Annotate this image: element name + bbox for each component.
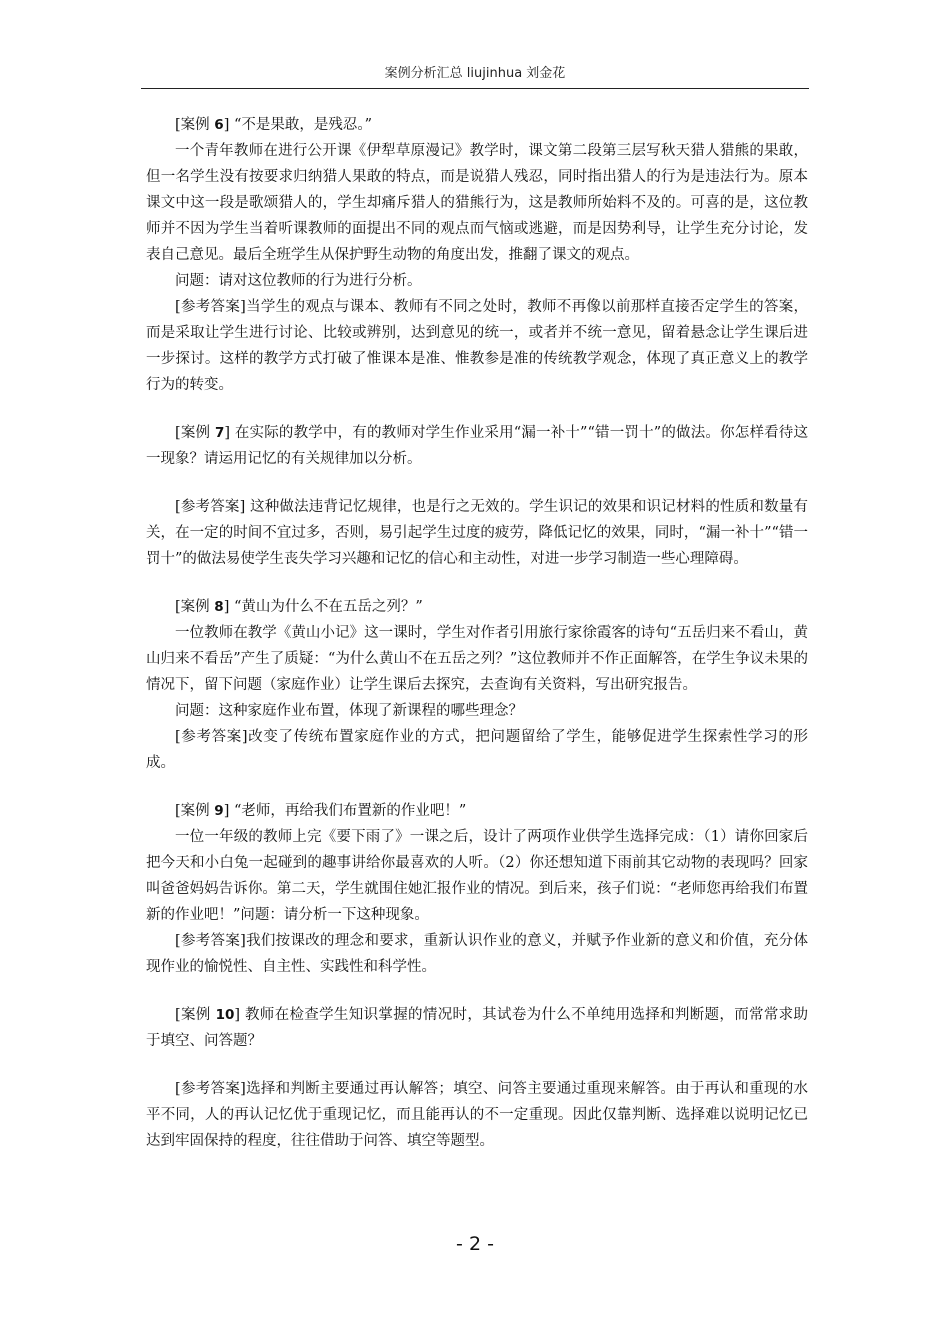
case-tag-open: [案例 [175, 425, 215, 441]
header-rule [141, 88, 809, 89]
case-answer: [参考答案]选择和判断主要通过再认解答；填空、问答主要通过重现来解答。由于再认和重现的水平不同，人的再认记忆优于重现记忆，而且能再认的不一定重现。因此仅靠判断、选择难以说明记忆已达到牢固保持的程度，往往借助于问答、填空等题型。 [146, 1081, 808, 1149]
case-tag-close: ] [234, 1007, 241, 1023]
case-tag-close: ] [224, 425, 231, 441]
case-number: 9 [214, 803, 224, 819]
case-heading [146, 112, 808, 138]
case-question: 问题：请对这位教师的行为进行分析。 [175, 273, 422, 289]
case-title: “黄山为什么不在五岳之列？” [229, 599, 423, 615]
case-answer: [参考答案] 这种做法违背记忆规律，也是行之无效的。学生识记的效果和识记材料的性质和数量有关，在一定的时间不宜过多，否则，易引起学生过度的疲劳，降低记忆的效果，同时，“漏一补十”“错一罚十”的做法易使学生丧失学习兴趣和记忆的信心和主动性，对进一步学习制造一些心理障碍。 [146, 499, 808, 567]
case-body: 一位教师在教学《黄山小记》这一课时，学生对作者引用旅行家徐霞客的诗句“五岳归来不看山，黄山归来不看岳”产生了质疑：“为什么黄山不在五岳之列？”这位教师并不作正面解答，在学生争议未果的情况下，留下问题（家庭作业）让学生课后去探究，去查询有关资料，写出研究报告。 [146, 625, 808, 693]
section-gap [146, 1054, 808, 1076]
case-tag-open: [案例 [175, 599, 215, 615]
section-gap [146, 776, 808, 798]
case-heading [146, 798, 808, 824]
case-answer: [参考答案]我们按课改的理念和要求，重新认识作业的意义，并赋予作业新的意义和价值，充分体现作业的愉悦性、自主性、实践性和科学性。 [146, 933, 808, 975]
section-gap [146, 472, 808, 494]
case-number: 6 [214, 117, 224, 133]
section-gap [146, 398, 808, 420]
case-heading [146, 1002, 808, 1054]
case-tag-open: [案例 [175, 803, 215, 819]
page-number: - 2 - [456, 1233, 494, 1255]
case-tag-open: [案例 [175, 1007, 216, 1023]
case-heading [146, 420, 808, 472]
section-gap [146, 572, 808, 594]
case-number: 10 [215, 1007, 235, 1023]
case-tag-close: ] [223, 599, 230, 615]
case-number: 7 [214, 425, 225, 441]
case-body: 一个青年教师在进行公开课《伊犁草原漫记》教学时，课文第二段第三层写秋天猎人猎熊的果敢，但一名学生没有按要求归纳猎人果敢的特点，而是说猎人残忍，同时指出猎人的行为是违法行为。原本课文中这一段是歌颂猎人的，学生却痛斥猎人的猎熊行为，这是教师所始料不及的。可喜的是，这位教师并不因为学生当着听课教师的面提出不同的观点而气恼或逃避，而是因势利导，让学生充分讨论，发表自己意见。最后全班学生从保护野生动物的角度出发，推翻了课文的观点。 [146, 143, 808, 263]
case-answer: [参考答案]改变了传统布置家庭作业的方式，把问题留给了学生，能够促进学生探索性学习的形成。 [146, 729, 808, 771]
page-header: 案例分析汇总 liujinhua 刘金花 [384, 66, 566, 81]
case-heading [146, 594, 808, 620]
case-answer: [参考答案]当学生的观点与课本、教师有不同之处时，教师不再像以前那样直接否定学生的答案，而是采取让学生进行讨论、比较或辨别，达到意见的统一，或者并不统一意见，留着悬念让学生课后进一步探讨。这样的教学方式打破了惟课本是准、惟教参是准的传统教学观念，体现了真正意义上的教学行为的转变。 [146, 299, 808, 393]
section-gap [146, 980, 808, 1002]
case-number: 8 [214, 599, 224, 615]
case-tag-close: ] [223, 117, 230, 133]
document-body [146, 112, 808, 1154]
case-body: 一位一年级的教师上完《要下雨了》一课之后，设计了两项作业供学生选择完成：（1）请你回家后把今天和小白兔一起碰到的趣事讲给你最喜欢的人听。（2）你还想知道下雨前其它动物的表现吗？回家叫爸爸妈妈告诉你。第二天，学生就围住她汇报作业的情况。到后来，孩子们说：“老师您再给我们布置新的作业吧！”问题：请分析一下这种现象。 [146, 829, 808, 923]
case-title: “不是果敢，是残忍。” [229, 117, 373, 133]
case-question: 问题：这种家庭作业布置，体现了新课程的哪些理念？ [175, 703, 523, 719]
case-title: 教师在检查学生知识掌握的情况时，其试卷为什么不单纯用选择和判断题，而常常求助于填空、问答题？ [146, 1007, 808, 1049]
case-title: “老师，再给我们布置新的作业吧！” [229, 803, 467, 819]
case-tag-open: [案例 [175, 117, 215, 133]
case-tag-close: ] [223, 803, 230, 819]
case-title: 在实际的教学中，有的教师对学生作业采用“漏一补十”“错一罚十”的做法。你怎样看待这一现象？请运用记忆的有关规律加以分析。 [146, 425, 808, 467]
